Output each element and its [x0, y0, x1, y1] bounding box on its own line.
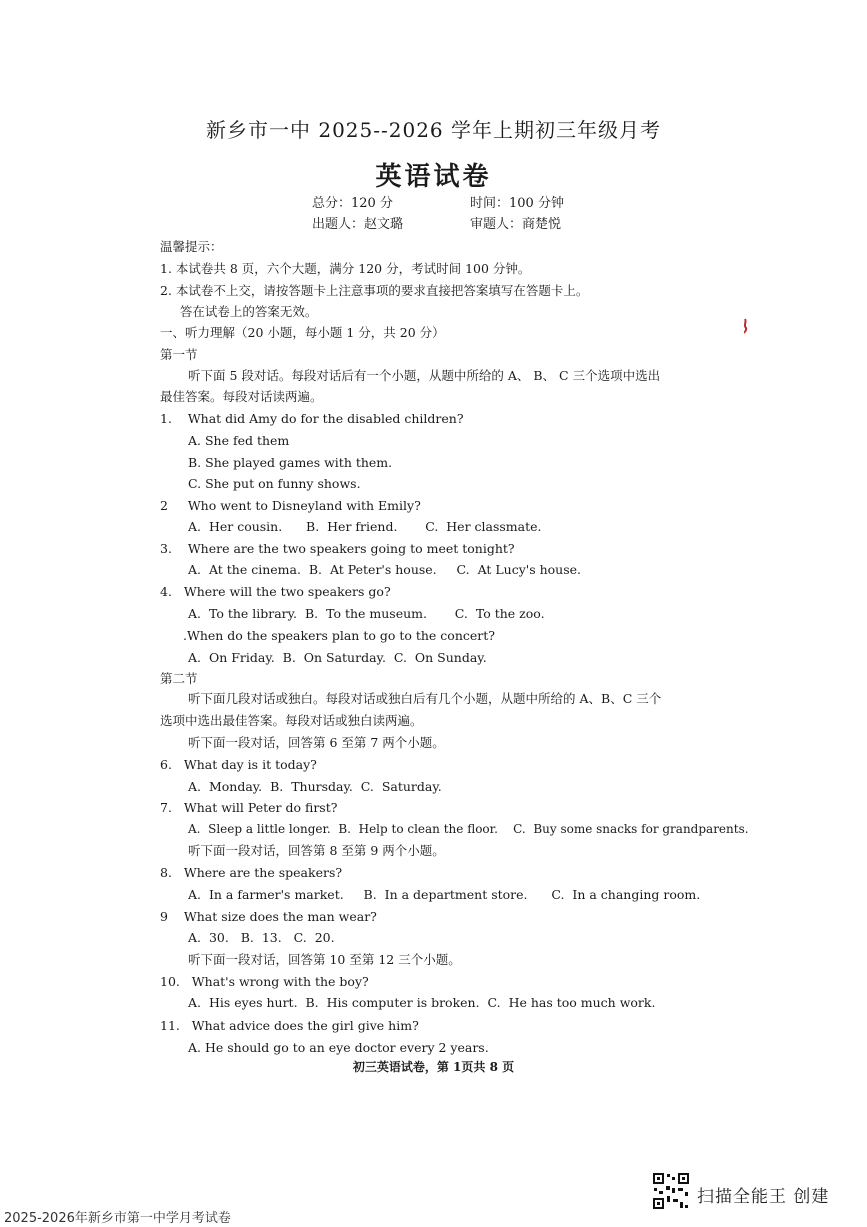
author: 出题人：赵文璐 [312, 217, 404, 232]
section-heading: 一、听力理解（20 小题，每小题 1 分，共 20 分） [160, 325, 445, 340]
tip-item: 1. 本试卷共 8 页，六个大题，满分 120 分，考试时间 100 分钟。 [160, 261, 531, 276]
instruction-text: 听下面 5 段对话。每段对话后有一个小题，从题中所给的 A、 B、 C 三个选项中选出 [188, 368, 661, 383]
question-options: A. In a farmer's market. B. In a department store. C. In a changing room. [188, 887, 701, 902]
dialog-instruction: 听下面一段对话，回答第 10 至第 12 三个小题。 [188, 952, 461, 967]
qr-code-icon [652, 1172, 690, 1210]
option-a: A. She fed them [188, 433, 290, 448]
question-options: A. 30. B. 13. C. 20. [188, 930, 335, 945]
bottom-watermark: 2025-2026年新乡市第一中学月考试卷 [4, 1211, 231, 1226]
question-9: 9 What size does the man wear? [160, 909, 377, 924]
dialog-instruction: 听下面一段对话，回答第 6 至第 7 两个小题。 [188, 735, 445, 750]
question-options: A. On Friday. B. On Saturday. C. On Sunday. [188, 650, 487, 665]
instruction-text: 听下面几段对话或独白。每段对话或独白后有几个小题，从题中所给的 A、B、C 三个 [188, 691, 662, 706]
time-limit: 时间：100 分钟 [470, 196, 564, 211]
question-options: A. His eyes hurt. B. His computer is broken. C. He has too much work. [188, 995, 656, 1010]
option-a: A. He should go to an eye doctor every 2 years. [188, 1040, 489, 1055]
tip-item: 2. 本试卷不上交，请按答题卡上注意事项的要求直接把答案填写在答题卡上。 [160, 283, 589, 298]
question-2: 2 Who went to Disneyland with Emily? [160, 498, 421, 513]
question-options: A. Monday. B. Thursday. C. Saturday. [188, 779, 442, 794]
tips-heading: 温馨提示： [160, 239, 223, 254]
option-b: B. She played games with them. [188, 455, 393, 470]
question-1: 1. What did Amy do for the disabled children? [160, 411, 464, 426]
question-options: A. To the library. B. To the museum. C. To the zoo. [188, 606, 545, 621]
question-8: 8. Where are the speakers? [160, 865, 343, 880]
question-options: A. Her cousin. B. Her friend. C. Her classmate. [188, 519, 542, 534]
option-c: C. She put on funny shows. [188, 476, 361, 491]
reviewer: 审题人：商楚悦 [470, 217, 562, 232]
total-score: 总分：120 分 [312, 196, 393, 211]
question-10: 10. What's wrong with the boy? [160, 974, 369, 989]
red-pen-mark [741, 318, 749, 334]
question-7: 7. What will Peter do first? [160, 800, 338, 815]
exam-title: 新乡市一中 2025--2026 学年上期初三年级月考 [205, 118, 662, 142]
part-label: 第一节 [160, 347, 198, 362]
question-3: 3. Where are the two speakers going to meet tonight? [160, 541, 515, 556]
instruction-text: 选项中选出最佳答案。每段对话或独白读两遍。 [160, 713, 423, 728]
dialog-instruction: 听下面一段对话，回答第 8 至第 9 两个小题。 [188, 843, 445, 858]
question-4: 4. Where will the two speakers go? [160, 584, 391, 599]
instruction-text: 最佳答案。每段对话读两遍。 [160, 389, 323, 404]
part-label: 第二节 [160, 671, 198, 686]
question-5: .When do the speakers plan to go to the concert? [183, 628, 495, 643]
question-11: 11. What advice does the girl give him? [160, 1018, 419, 1033]
subject-title: 英语试卷 [375, 162, 492, 192]
question-options: A. At the cinema. B. At Peter's house. C. At Lucy's house. [188, 562, 582, 577]
question-6: 6. What day is it today? [160, 757, 317, 772]
scanner-brand-watermark: 扫描全能王 创建 [697, 1187, 830, 1207]
page-footer: 初三英语试卷，第 1页共 8 页 [352, 1060, 515, 1074]
tip-item: 答在试卷上的答案无效。 [160, 304, 318, 319]
question-options: A. Sleep a little longer. B. Help to clean the floor. C. Buy some snacks for grandparents. [188, 822, 749, 836]
